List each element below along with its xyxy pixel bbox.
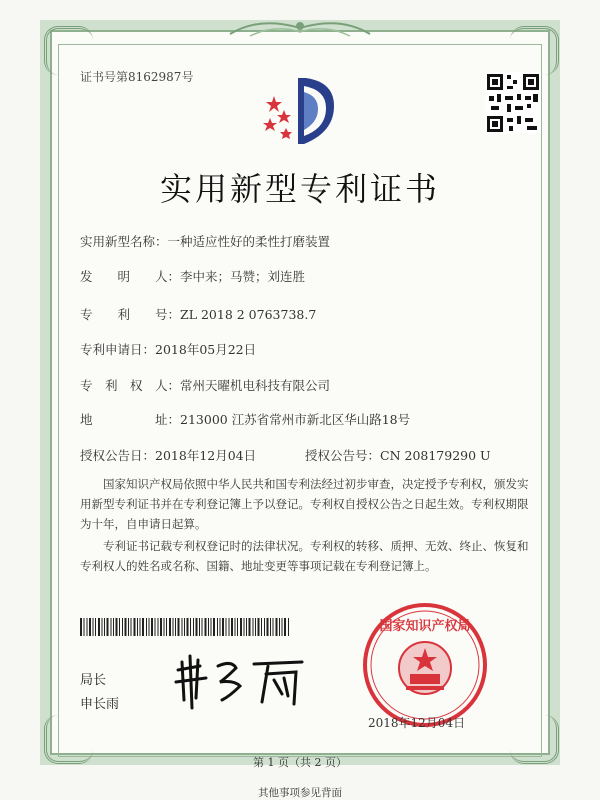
footer-note: 其他事项参见背面: [258, 787, 342, 799]
field-utility-model-name: [80, 232, 330, 250]
field-value: 一种适应性好的柔性打磨装置: [167, 234, 331, 249]
field-address: [80, 410, 410, 428]
patent-office-emblem-icon: [260, 72, 340, 150]
director-name: 申长雨: [80, 697, 120, 712]
grant-statement-paragraph: 国家知识产权局依照中华人民共和国专利法经过初步审查，决定授予专利权，颁发实用新型专利证书并在专利登记簿上予以登记。专利权自授权公告之日起生效。专利权期限为十年，自申请日起算。: [80, 477, 529, 531]
seal-text: 国家知识产权局: [379, 619, 471, 634]
field-value: 213000 江苏省常州市新北区华山路18号: [180, 412, 411, 427]
field-value: ZL 2018 2 0763738.7: [180, 307, 317, 322]
field-application-date: [80, 340, 256, 358]
field-label: 授权公告日：: [80, 448, 156, 463]
field-announcement-date: [80, 446, 256, 464]
field-inventors: [80, 267, 305, 285]
field-value: 李中来；马赞；刘连胜: [180, 269, 306, 284]
field-label: 授权公告号：: [305, 448, 381, 463]
certificate-number: 证书号第8162987号: [80, 70, 194, 84]
field-label: 专 利 号：: [80, 307, 181, 322]
field-value: 常州天曜机电科技有限公司: [180, 378, 331, 393]
barcode-icon: [80, 618, 292, 636]
top-ornament-icon: [220, 14, 380, 42]
field-label: 发 明 人：: [80, 269, 181, 284]
seal-date: 2018年12月04日: [368, 716, 466, 730]
certificate-title: 实用新型专利证书: [159, 170, 440, 208]
official-seal: [360, 600, 490, 730]
field-patentee: [80, 376, 330, 394]
director-title: 局长: [80, 673, 107, 688]
field-label: 地 址：: [80, 412, 181, 427]
qr-code-icon: [485, 72, 541, 134]
page-number: 第 1 页（共 2 页）: [253, 756, 347, 769]
field-patent-number: [80, 305, 316, 323]
field-label: 专利申请日：: [80, 342, 156, 357]
corner-ornament-top-right: [510, 26, 559, 75]
field-label: 实用新型名称：: [80, 234, 168, 249]
field-value: 2018年05月22日: [155, 342, 257, 357]
legal-status-paragraph: 专利证书记载专利权登记时的法律状况。专利权的转移、质押、无效、终止、恢复和专利权人的姓名或名称、国籍、地址变更等事项记载在专利登记簿上。: [80, 539, 529, 573]
field-label: 专 利 权 人：: [80, 378, 181, 393]
field-announcement-number: [305, 446, 491, 464]
director-signature: [170, 652, 310, 712]
field-value: 2018年12月04日: [155, 448, 257, 463]
field-value: CN 208179290 U: [380, 448, 491, 463]
